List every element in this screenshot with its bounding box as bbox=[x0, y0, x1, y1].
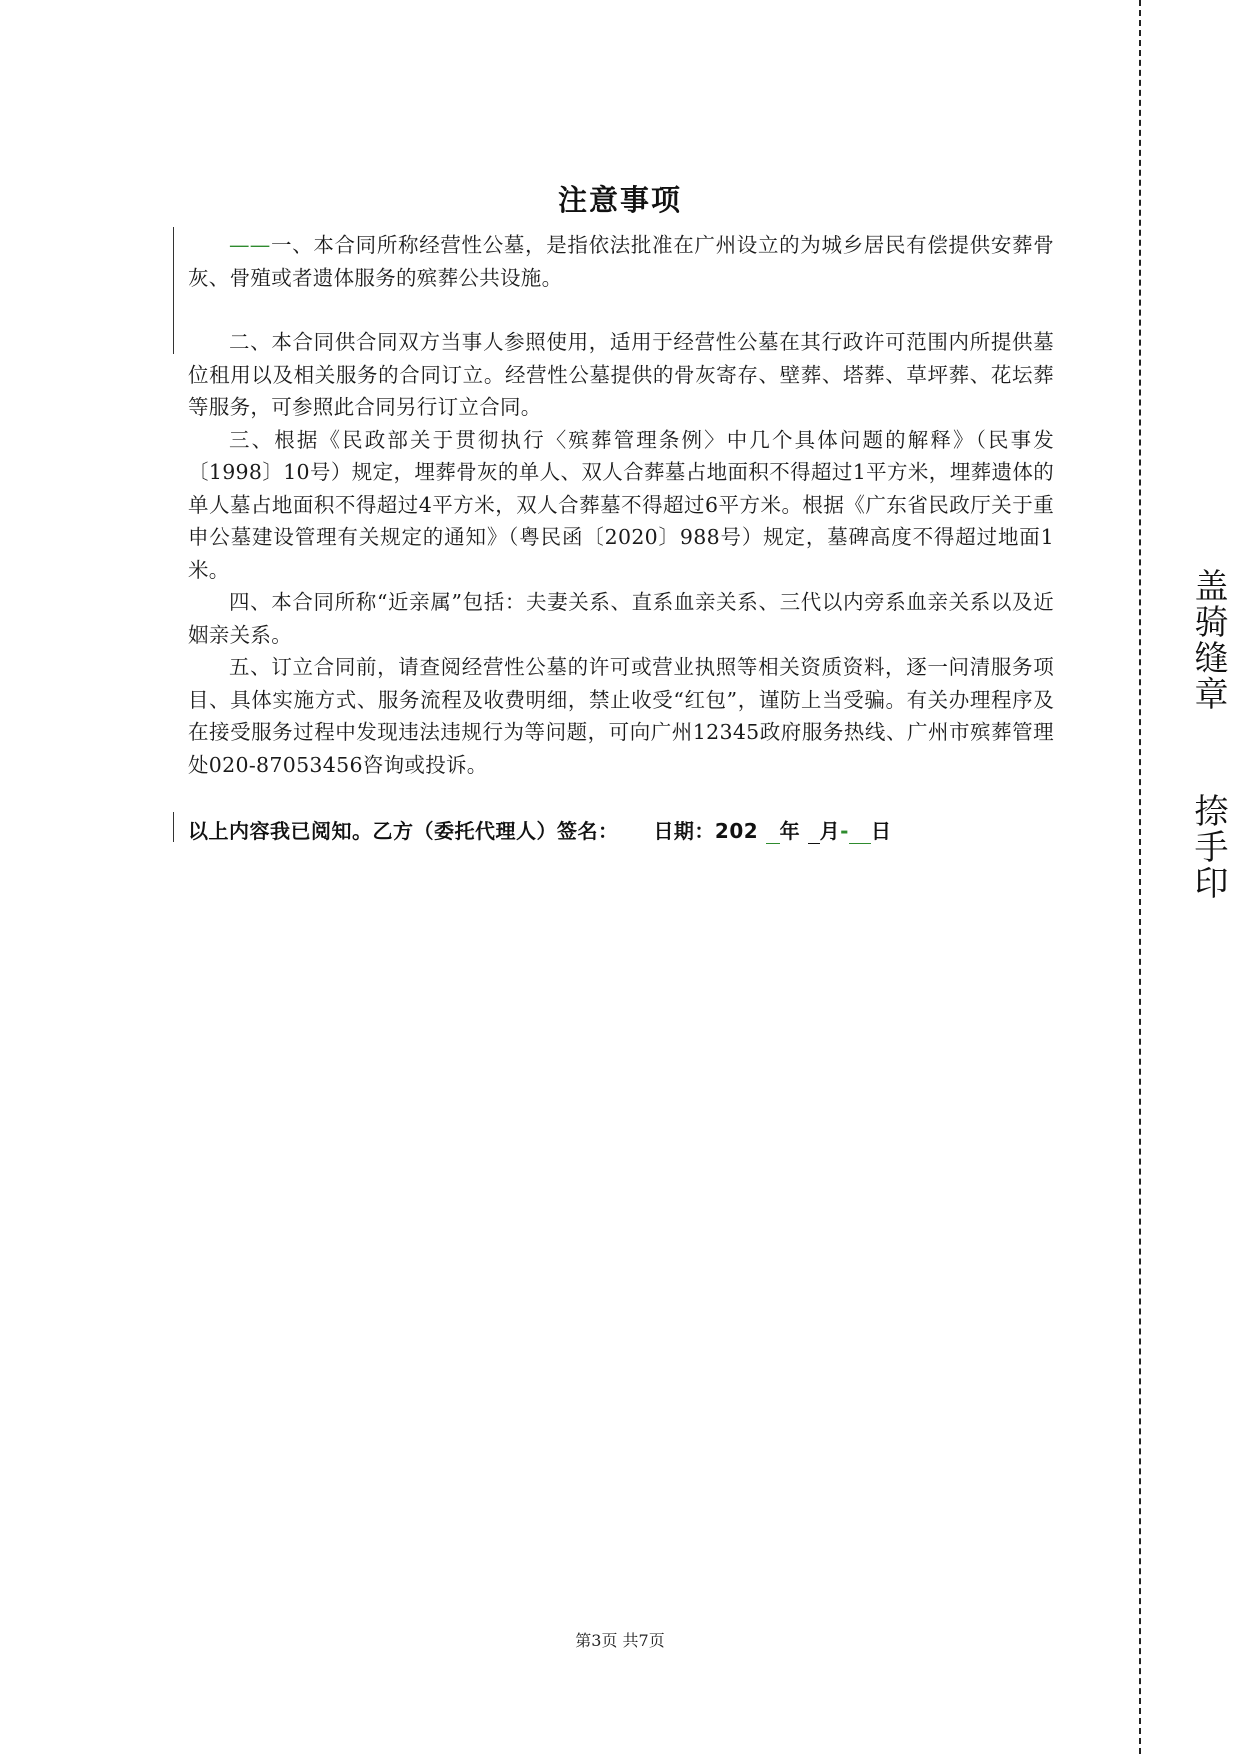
notice-item-3: 三、根据《民政部关于贯彻执行〈殡葬管理条例〉中几个具体问题的解释》（民事发〔1998〕10号）规定，埋葬骨灰的单人、双人合葬墓占地面积不得超过1平方米，埋葬遗体的单人墓占地面积不得超过4平方米，双人合葬墓不得超过6平方米。根据《广东省民政厅关于重申公墓建设管理有关规定的通知》（粤民函〔2020〕988号）规定，墓碑高度不得超过地面1米。 bbox=[188, 427, 1054, 582]
acknowledgement-line bbox=[188, 815, 891, 844]
month-dash: - bbox=[840, 819, 849, 843]
fingerprint-label: 捺手印 bbox=[1188, 793, 1228, 901]
day-label: 日 bbox=[870, 819, 892, 843]
notice-body bbox=[188, 229, 1054, 781]
green-dash-mark: —— bbox=[229, 233, 271, 257]
revision-bar bbox=[173, 812, 174, 842]
perforation-line bbox=[1139, 0, 1141, 1754]
month-label: 月 bbox=[819, 819, 841, 843]
year-blank[interactable] bbox=[766, 819, 780, 844]
day-blank[interactable] bbox=[849, 819, 871, 844]
notice-item-1: ——一、本合同所称经营性公墓，是指依法批准在广州设立的为城乡居民有偿提供安葬骨灰、骨殖或者遗体服务的殡葬公共设施。 bbox=[188, 233, 1054, 290]
acknowledgement-statement: 以上内容我已阅知。乙方（委托代理人）签名： bbox=[188, 819, 619, 843]
notice-item-5: 五、订立合同前，请查阅经营性公墓的许可或营业执照等相关资质资料，逐一问清服务项目、具体实施方式、服务流程及收费明细，禁止收受“红包”，谨防上当受骗。有关办理程序及在接受服务过程中发现违法违规行为等问题，可向广州12345政府服务热线、广州市殡葬管理处020-87053456咨询或投诉。 bbox=[188, 655, 1054, 777]
year-label: 年 bbox=[779, 819, 801, 843]
revision-bar bbox=[173, 227, 174, 354]
month-blank[interactable] bbox=[808, 819, 820, 844]
notice-item-4: 四、本合同所称“近亲属”包括：夫妻关系、直系血亲关系、三代以内旁系血亲关系以及近姻亲关系。 bbox=[188, 590, 1054, 647]
date-label: 日期：202 bbox=[653, 819, 759, 843]
seam-seal-label: 盖骑缝章 bbox=[1188, 568, 1228, 712]
page-title: 注意事项 bbox=[557, 183, 682, 217]
page-number: 第3页 共7页 bbox=[575, 1631, 665, 1650]
notice-item-2: 二、本合同供合同双方当事人参照使用，适用于经营性公墓在其行政许可范围内所提供墓位租用以及相关服务的合同订立。经营性公墓提供的骨灰寄存、壁葬、塔葬、草坪葬、花坛葬等服务，可参照此合同另行订立合同。 bbox=[188, 330, 1054, 419]
